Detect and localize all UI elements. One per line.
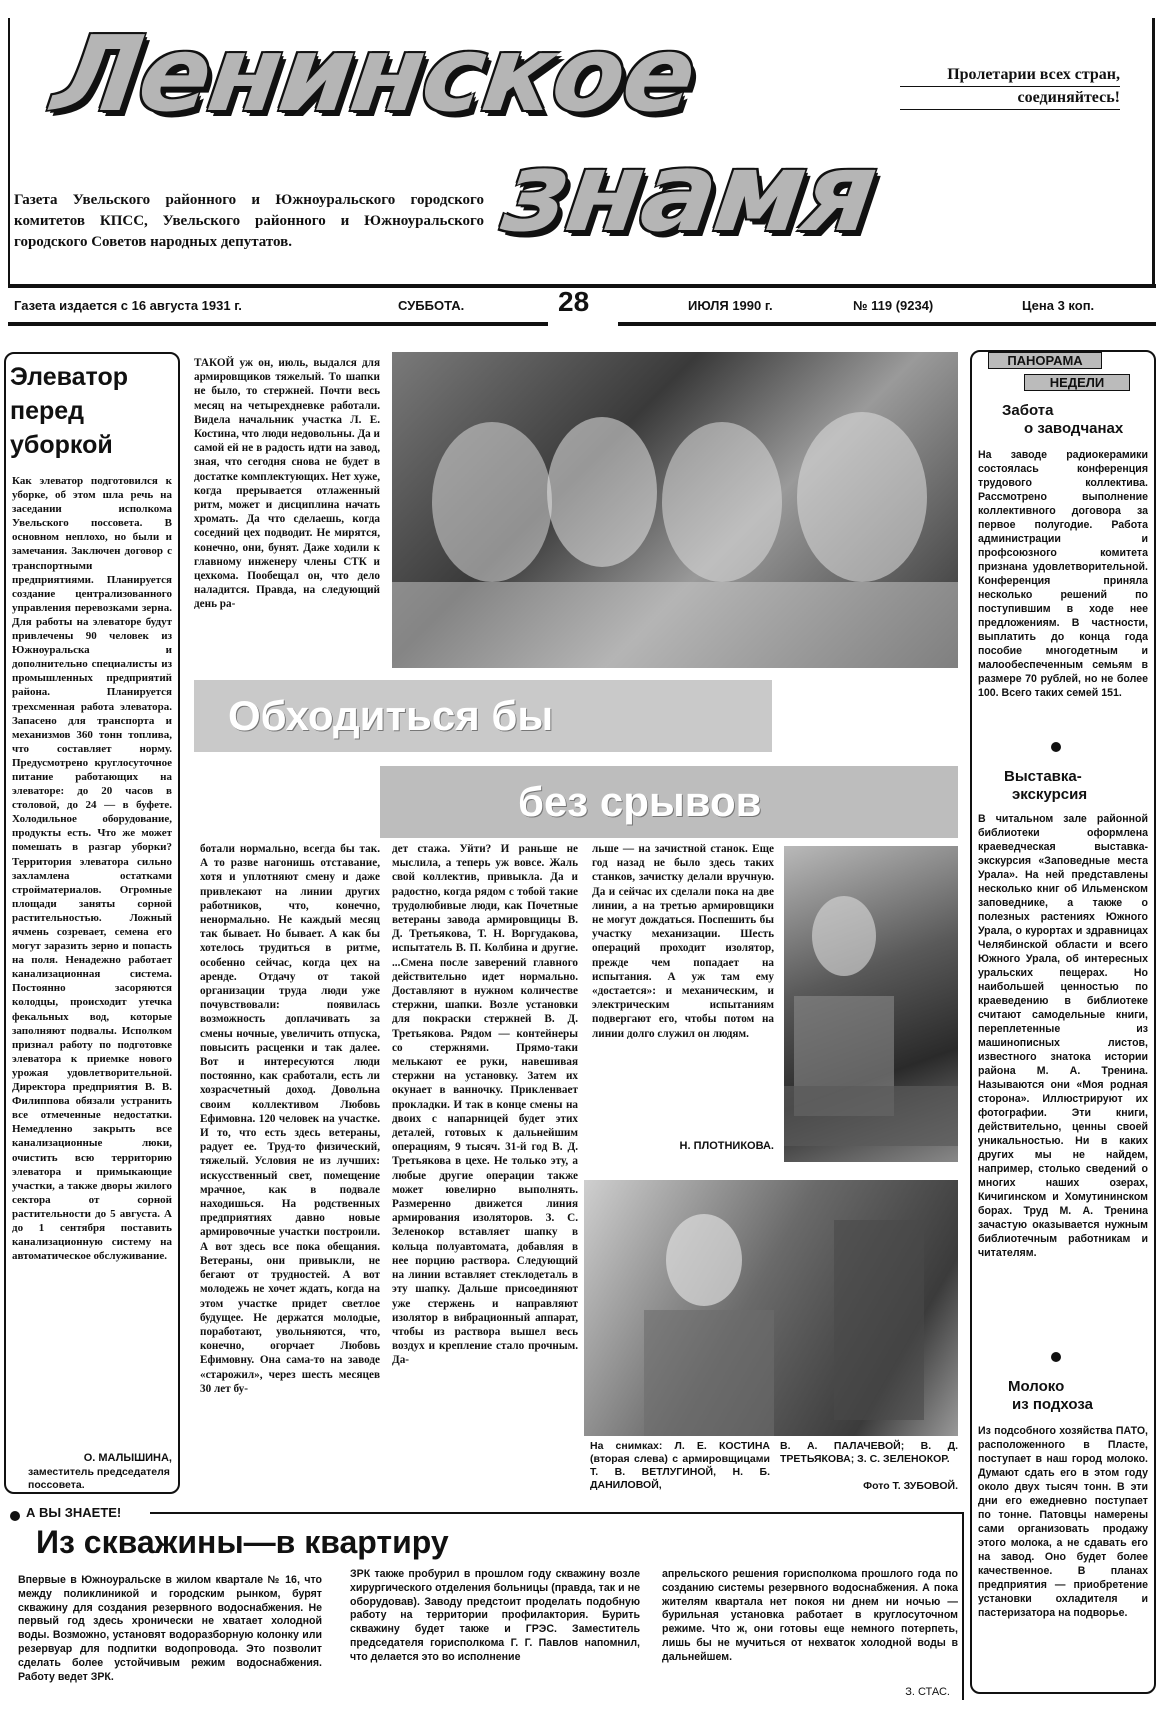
panorama-item1-title-line2: о заводчанах [1024,420,1124,437]
center-article-signature: Н. ПЛОТНИКОВА. [679,1140,774,1152]
dateline-issue: № 119 (9234) [853,298,934,313]
dateline-rule-left [8,322,548,326]
dateline-day: 28 [558,286,590,317]
photo-workers-group [392,352,958,668]
worker-station-illustration [784,846,958,1162]
panorama-item1-title-line1: Забота [1002,402,1054,419]
panorama-item1-title [1002,402,1152,438]
panorama-item1-body: На заводе радиокерамики состоялась конференция трудового коллектива. Рассмотрено выполнение коллективного договора за первое полугодие. Работа администрации и профсоюзного комитета признана удовлетворительной. Конференция приняла несколько решений по поступившим в ходе нее предложениям. В частности, выплатить до конца года пособие многодетным и малообеспеченным семьям в размере 70 рублей, но не более 100. Всего таких семей 151. [978,449,1148,699]
slogan [900,64,1120,110]
photo-credit: Фото Т. ЗУБОВОЙ. [863,1480,958,1492]
panorama-bullet-1 [1051,742,1061,752]
dateline-weekday: СУББОТА. [398,298,465,313]
bottom-column-1: Впервые в Южноуральске в жилом квартале № 16, что между поликлиникой и городским рынком, бурят скважину для создания резервного водоснабжения. Не первый год здесь хронически не хватает холодной воды. Возможно, установят водоразборную колонку или резервуар для подпитки водопровода. Это позволит сделать более устойчивым режим водоснабжения. Работу ведет ЗРК. [18,1574,322,1683]
center-headline-line2: без срывов [380,766,958,838]
dateline-month: ИЮЛЯ 1990 г. [688,298,773,313]
panorama-item2-title-line2: экскурсия [1012,786,1088,803]
bottom-signature: З. СТАС. [905,1686,950,1698]
panorama-item2-body: В читальном зале районной библиотеки оформлена краеведческая выставка-экскурсия «Заповедные места Урала». На ней представлены несколько книг об Ильменском заповеднике, а также о полезных растениях Южного Урала, о курортах и здравницах Челябинской области и всего Южного Урала, об интересных уральских пещерах. Но наибольшей ценностью по краеведению в библиотеке считают самодельные книги, переплетенные из машинописных листов, известного знатока истории района М. А. Тренина. Называются они «Моя родная сторона». Иллюстрируют их фотографии. Эти книги, действительно, ценны своей уникальностью. Ни в каких других мы не найдем, например, столько сведений о многих наших озерах, Кичигинском и Хомутининском борах. Труд М. А. Тренина зачастую оказывается нужным библиотечным работникам и читателям. [978,813,1148,1259]
bottom-column-3: апрельского решения горисполкома прошлого года по созданию системы резервного водоснабжения. А пока жителям квартала нет покоя ни днем ни ночью — бурильная установка работает в круглосуточном режиме. Что ж, они готовы еще немного потерпеть, лишь бы не мучиться от нехваток холодной воды в дальнейшем. [662,1568,958,1663]
photo-caption-left: На снимках: Л. Е. КОСТИНА (вторая слева) с армировщицами Т. В. ВЕТЛУГИНОЙ, Н. Б. ДАНИЛОВОЙ, [590,1440,770,1491]
left-headline-line1: Элеватор [10,363,129,391]
panorama-item3-body: Из подсобного хозяйства ПАТО, расположенного в Пласте, поступает в наш город молоко. Думают сдать его в этом году около двух тысяч тонн. В эти дни его ежедневно поступает по тонне. Патовцы намерены сами организовать продажу этого молока, а не сдавать его на завод. Оно будет более качественное. В планах предприятия — приобретение установки охладителя и пастеризатора на подворье. [978,1425,1148,1619]
dateline-price: Цена 3 коп. [1022,298,1095,313]
masthead-rule-right [1152,18,1155,288]
masthead-title-line2: знамя [496,128,884,256]
panorama-item2-title-line1: Выставка- [1004,768,1082,785]
workers-group-illustration [392,352,958,668]
bottom-kicker: А ВЫ ЗНАЕТЕ! [26,1505,122,1520]
publisher-info: Газета Увельского районного и Южноуральского городского комитетов КПСС, Увельского районного и Южноуральского городского Советов народных депутатов. [14,192,484,250]
bottom-rule-side [962,1512,964,1700]
photo-caption-right: В. А. ПАЛАЧЕВОЙ; В. Д. ТРЕТЬЯКОВА; З. С. ЗЕЛЕНОКОР. [780,1440,958,1465]
center-intro-column: ТАКОЙ уж он, июль, выдался для армировщиков тяжелый. То шапки не было, то стержней. Почти весь месяц на четырехдневке работали. Видела начальник участка Л. Е. Костина, что люди недовольны. Да и самой ей не в радость идти на завод, зная, что сегодня снова не будет в достатке комплектующих. Нет хуже, когда прерывается отлаженный ритм, может и дисциплина начать хромать. Да что сделаешь, когда соседний цех подводит. Не мирятся, конечно, они, бунят. Даже ходили к главному инженеру члены СТК и цехкома. Пообещал он, что дело наладится. Правда, на следующий день ра- [194,357,380,611]
panorama-label-1: ПАНОРАМА [988,352,1102,369]
left-headline-line2: перед [10,397,85,425]
bottom-column-2: ЗРК также пробурил в прошлом году скважину возле хирургического отделения больницы (правда, так и не оборудовав). Заводу предстоит проделать подобную работу на территории профилактория. Бурить скважину будет также и ГРЭС. Заместитель председателя горисполкома Г. Г. Павлов напомнил, что делается это во исполнение [350,1568,640,1663]
center-column-b: дет стажа. Уйти? И раньше не мыслила, а теперь уж вовсе. Жаль свой коллектив, привыкла. Да и радостно, когда рядом с тобой такие трудолюбивые люди, как Почетные ветераны завода армировщицы В. Д. Третьякова, Т. Н. Воргудакова, испытатель В. П. Колбина и другие. ...Смена после заверений главного действительно идет нормально. Доставляют в нужном количестве стержни, шапки. Возле установки для покраски стержней В. Д. Третьякова. Рядом — контейнеры со стержнями. Прямо-таки мелькают ее руки, навешивая стержни на установку. Затем их окунает в ванночку. Прикленвает прокладки. И так в конце смены на двоих с напарницей будет этих деталей, готовых к дальнейшим операциям, 9 тысяч. 31-й год В. Д. Третьякова в цехе. Не только эту, а любые другие операции также может ювелирно выполнять. Размеренно движется линия армирования изоляторов. З. С. Зеленокор вставляет шапку в кольца полуавтомата, добавляя в нее порцию раствора. Следующий на линии вставляет стеклодеталь в эту шапку. Дальше присоединяют уже стержень и направляют изолятор в вибрационный аппарат, чтобы из раствора вышел весь воздух и крепление стало прочным. Да- [392,843,578,1367]
photo-worker-portrait [584,1180,958,1436]
photo-worker-at-station [784,846,958,1162]
panorama-bullet-2 [1051,1352,1061,1362]
worker-portrait-illustration [584,1180,958,1436]
masthead-rule-left [8,18,10,286]
left-article-body: Как элеватор подготовился к уборке, об этом шла речь на заседании исполкома Увельского поссовета. В основном неплохо, но были и замечания. Заключен договор с транспортными предприятиями. Планируется создание централизованного управления перевозками зерна. Для работы на элеваторе будут привлечены 90 человек из Южноуральска и дополнительно специалисты из промышленных предприятий района. Планируется трехсменная работа элеватора. Запасено для транспорта и механизмов 360 тонн топлива, что составляет норму. Предусмотрено круглосуточное питание работающих на элеваторе: до 20 часов в столовой, до 24 — в буфете. Холодильное оборудование, продукты есть. Что же может помешать в разгар уборки? Территория элеватора сильно захламлена остатками стройматериалов. Огромные площади заняты сорной растительностью. Ложный ячмень созревает, семена его могут заразить зерно и попасть на поля. Ненадежно работает канализационная система. Постоянно засоряются колодцы, происходит утечка фекальных вод, которые заполняют подвалы. Исполком признал работу по подготовке элеватора к приемке нового урожая удовлетворительной. Директора предприятия В. В. Филиппова обязали устранить все отмеченные недостатки. Немедленно закрыть все канализационные люки, очистить всю территорию элеватора и примыкающие участки, а также дворы жилого сектора от сорной растительности до 5 августа. А до 1 сентября поставить канализационную систему на автоматическое обслуживание. [12,475,172,1263]
left-headline-line3: уборкой [10,431,113,459]
left-article-signature: О. МАЛЫШИНА, [83,1452,172,1464]
bottom-headline: Из скважины—в квартиру [36,1524,449,1560]
panorama-item3-title-line2: из подхоза [1012,1396,1093,1413]
masthead-title-line1: Ленинское [46,13,703,135]
center-column-a: ботали нормально, всегда бы так. А то разве нагонишь отставание, хотя и уплотняют смену и даже привлекают на линии других работников, что, конечно, ненормально. Не каждый месяц так бывает. Но бывает. А как бы хотелось трудиться в ритме, особенно сейчас, когда цех на аренде. Отдачу от такой организации труда люди уже почувствовали: появилась возможность доплачивать за смены ночные, увеличить отпуска, повысить расценки и так далее. Вот и интересуются люди постоянно, как сработали, есть ли хозрасчетный доход. Довольна своим коллективом Любовь Ефимовна. 120 человек на участке. И то, что есть здесь ветераны, радует ее. Труд-то физический, тяжелый. Условия не из лучших: искусственный свет, помещение мрачное, как в подвале находишься. На родственных предприятиях давно новые армировочные участки построили. А вот здесь все пока обещания. Ветераны, они привыкли, не бегают от трудностей. А вот молодежь не хочет ждать, когда на этом участке придет светлое будущее. Не держатся молодые, поработают, увольняются, что, конечно, огорчает Любовь Ефимовну. Она сама-то на заводе «старожил», через шесть месяцев 30 лет бу- [200,843,380,1395]
panorama-item3-title [1008,1378,1158,1414]
panorama-label-2: НЕДЕЛИ [1024,374,1130,391]
slogan-line2: соединяйтесь! [900,87,1120,110]
center-headline-line1: Обходиться бы [194,680,772,752]
slogan-line1: Пролетарии всех стран, [900,64,1120,87]
bottom-rule-top [150,1512,964,1514]
kicker-bullet [10,1511,20,1521]
dateline-since: Газета издается с 16 августа 1931 г. [14,298,242,313]
dateline-rule-right [618,322,1156,326]
panorama-item2-title [1004,768,1154,804]
panorama-item3-title-line1: Молоко [1008,1378,1065,1395]
center-column-c: льше — на зачистной станок. Еще год назад не было здесь таких станков, зачистку делали вручную. Да и сейчас их сделали пока на две линии, а на третью армировщики не могут дождаться. Поспешить бы участку механизации. Шесть операций проходит изолятор, прежде чем попадает на испытания. А уж там ему «достается»: и механическим, и электрическим испытаниям подвергают его, чтобы потом на линии долго служил он людям. [592,843,774,1040]
left-headline [10,360,178,462]
left-article-signature-role: заместитель председателя поссовета. [28,1466,170,1491]
